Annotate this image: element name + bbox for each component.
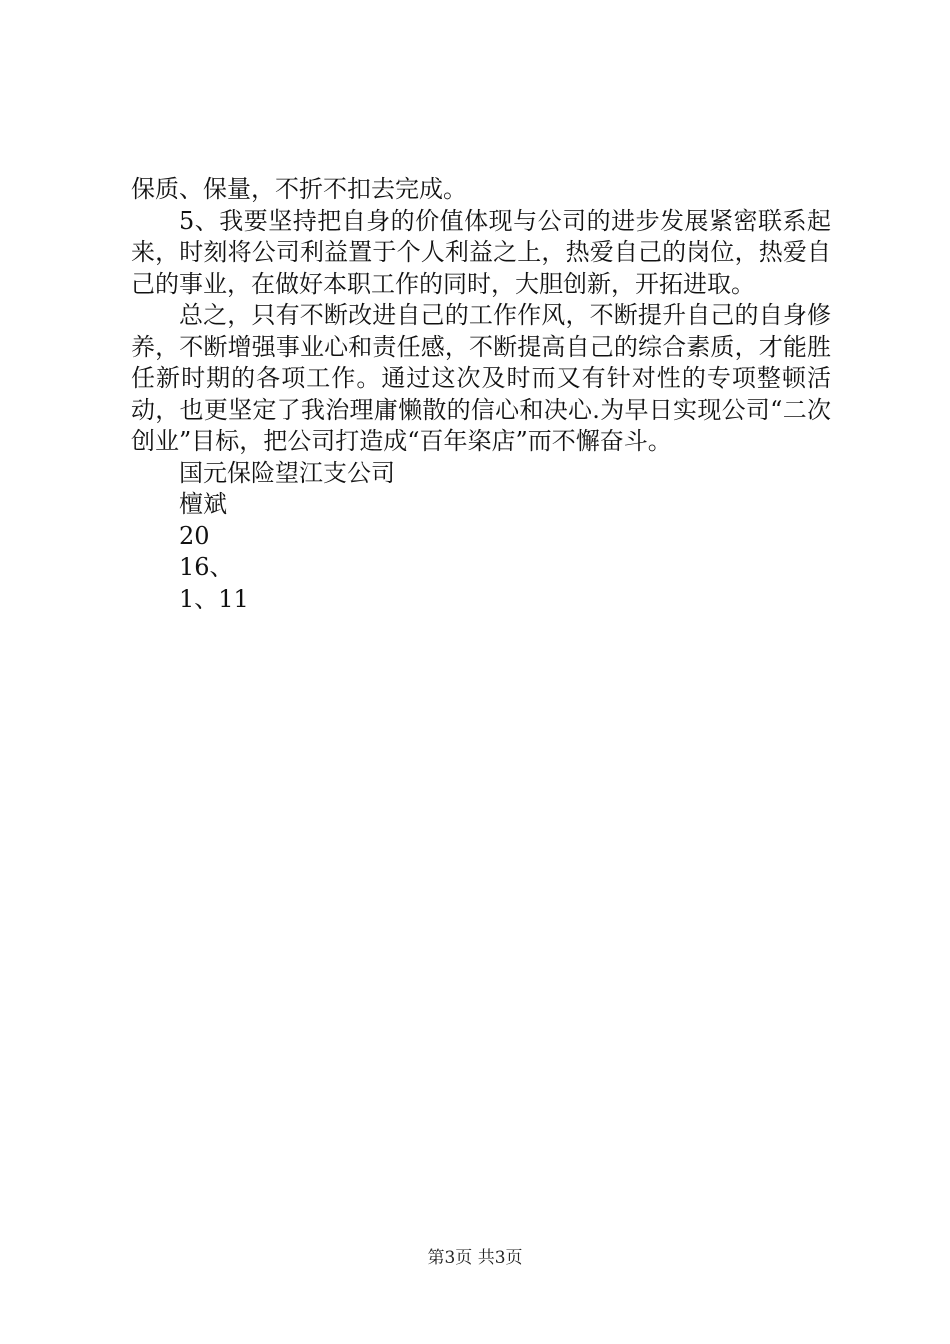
- signature-name: 檀斌: [179, 490, 227, 518]
- signature-date-month-day: 1、11: [179, 584, 249, 613]
- signature-company: 国元保险望江支公司: [179, 458, 395, 487]
- paragraph-point-5: 5、我要坚持把自身的价值体现与公司的进步发展紧密联系起来，时刻将公司利益置于个人利益之上，热爱自己的岗位，热爱自己的事业，在做好本职工作的同时，大胆创新，开拓进取。: [131, 206, 831, 298]
- signature-date-year-part1: 20: [179, 521, 210, 550]
- document-body: [131, 174, 831, 615]
- signature-date-year-part2: 16、: [179, 553, 234, 581]
- page-footer: 第3页 共3页: [427, 1248, 523, 1268]
- paragraph-continuation: 保质、保量，不折不扣去完成。: [131, 175, 467, 203]
- paragraph-conclusion: 总之，只有不断改进自己的工作作风，不断提升自己的自身修养，不断增强事业心和责任感，不断提高自己的综合素质，才能胜任新时期的各项工作。通过这次及时而又有针对性的专项整顿活动，也更坚定了我治理庸懒散的信心和决心.为早日实现公司“二次创业”目标，把公司打造成“百年栥店”而不懈奋斗。: [131, 301, 831, 455]
